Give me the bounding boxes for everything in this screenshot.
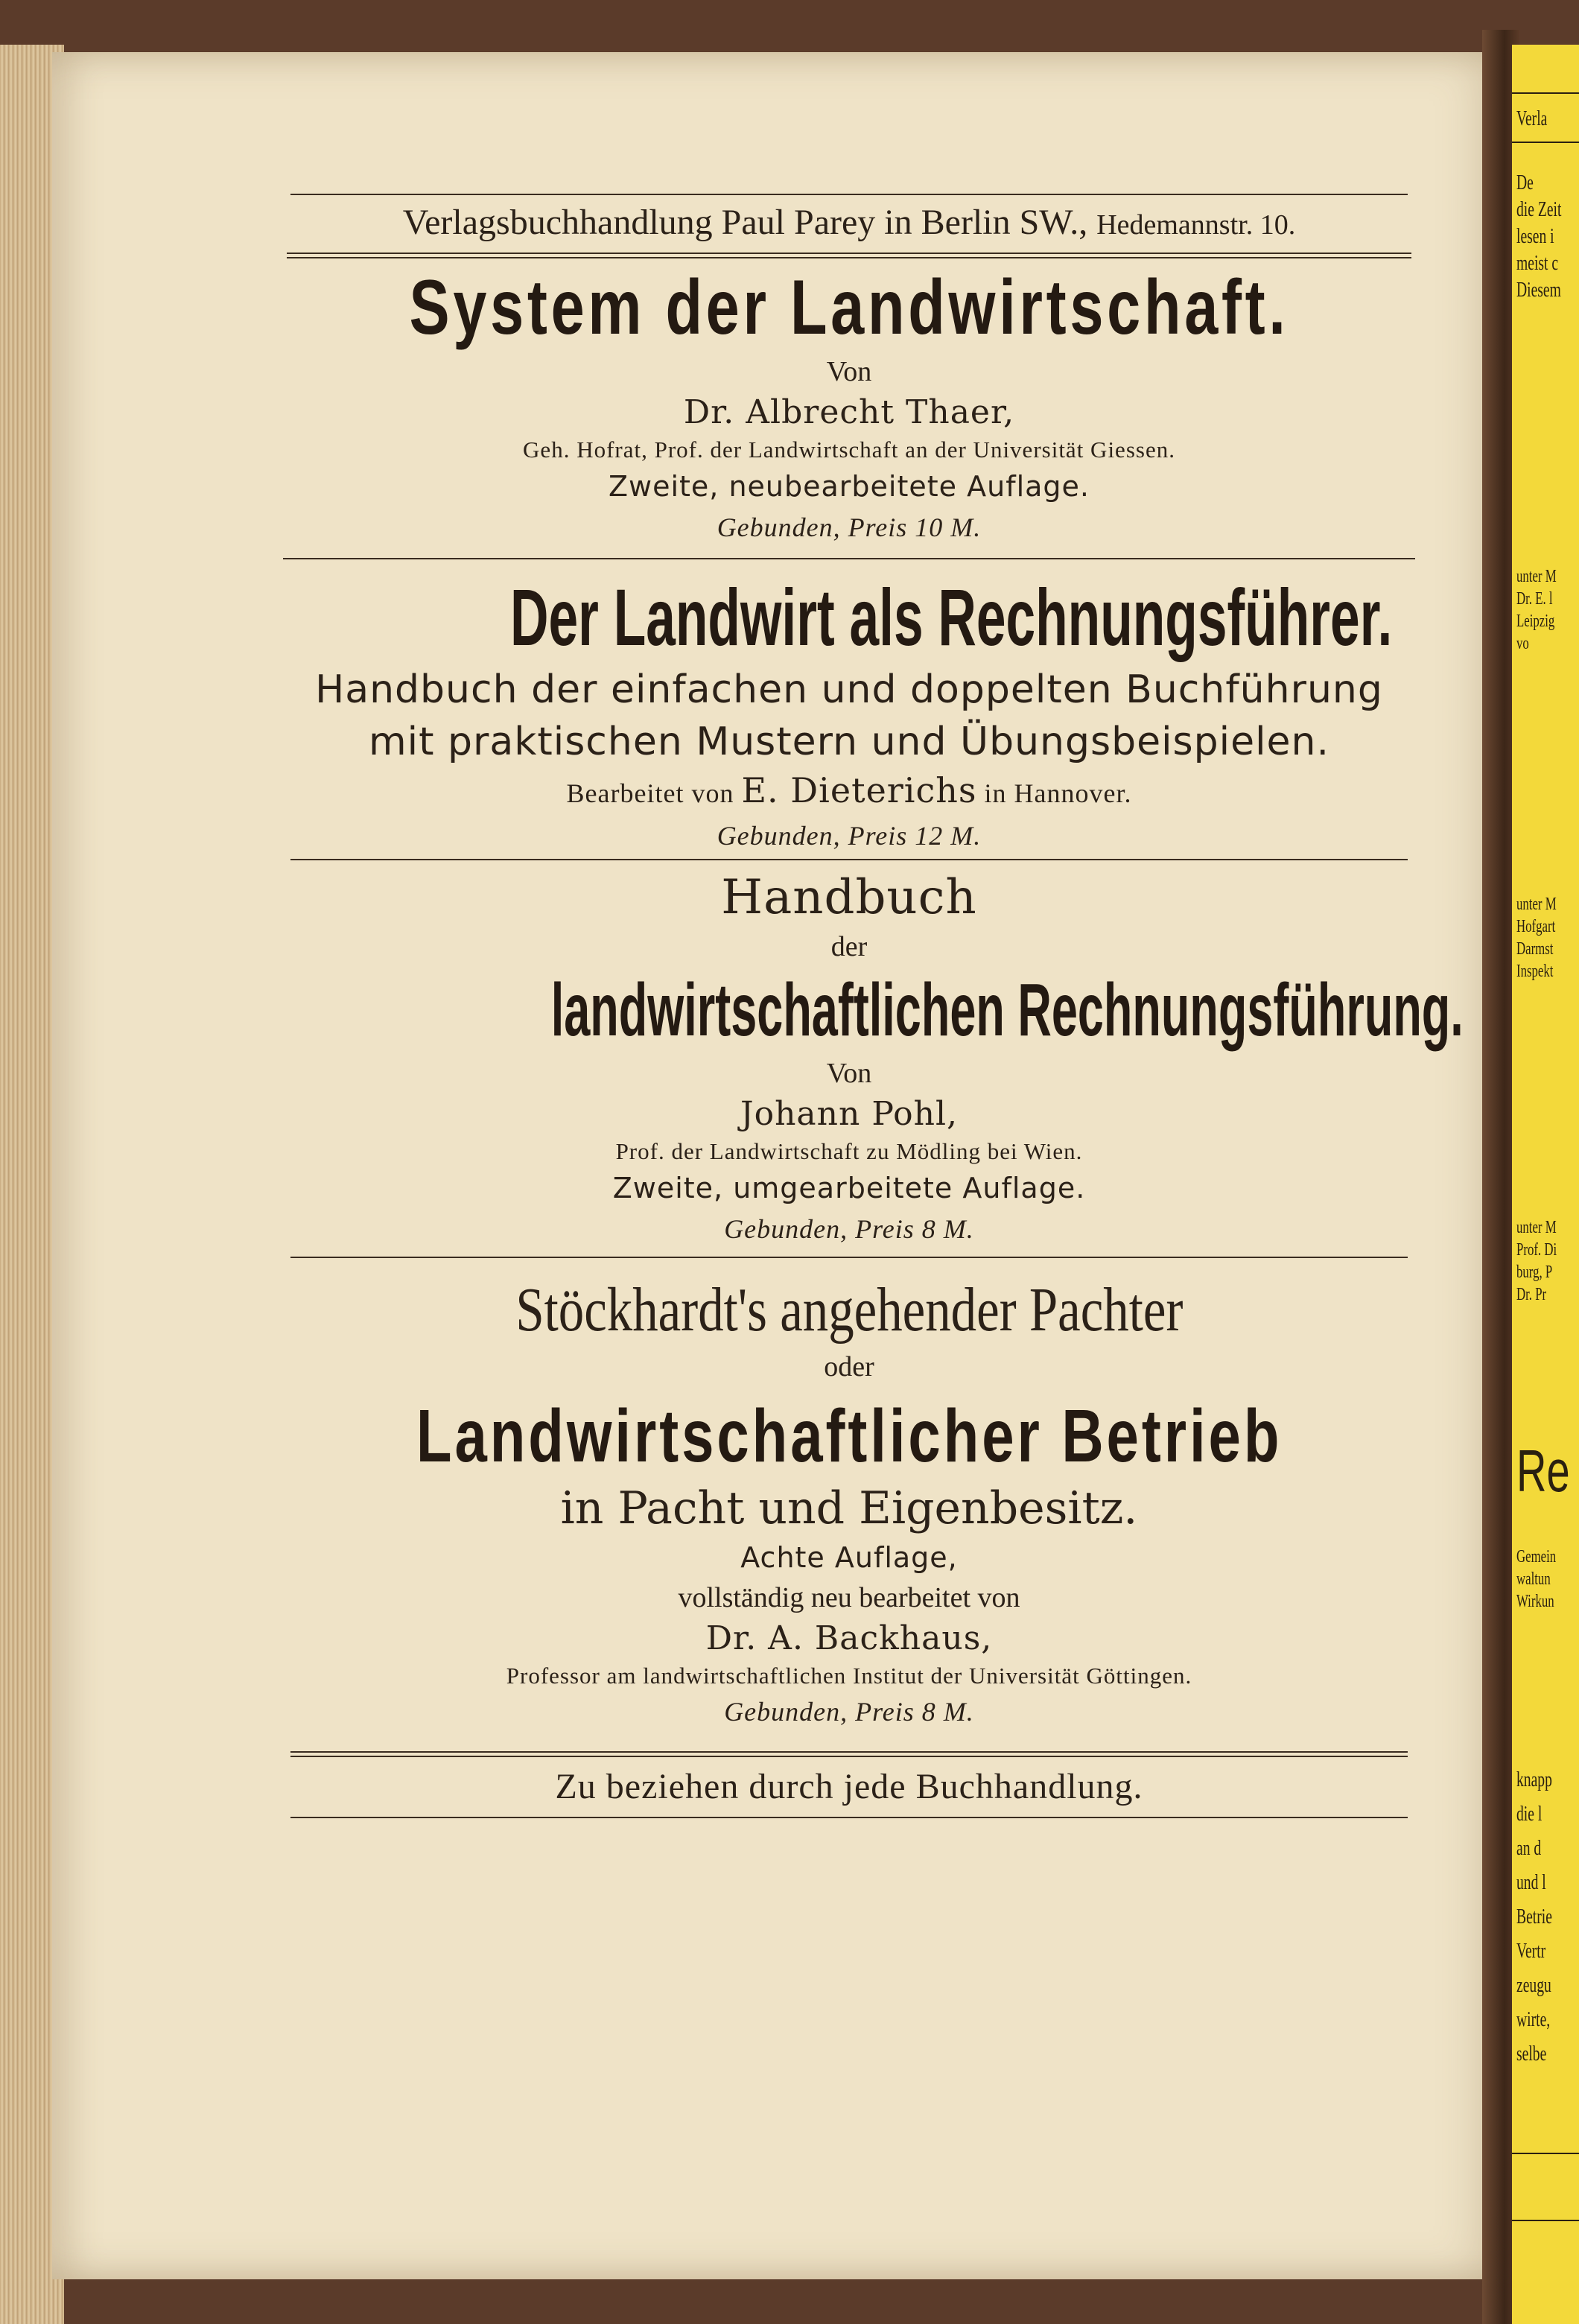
adjacent-text: Betrie [1516, 1905, 1552, 1928]
publisher-name: Verlagsbuchhandlung Paul Parey in Berlin SW., [402, 203, 1088, 242]
advertisement-page [283, 194, 1464, 1818]
book4-title-line2: Landwirtschaftlicher Betrieb [416, 1394, 1283, 1478]
adjacent-text: knapp [1516, 1768, 1552, 1791]
adjacent-text: die l [1516, 1803, 1543, 1826]
book2-subtitle-line1: Handbuch der einfachen und doppelten Buchführung [315, 667, 1383, 712]
adjacent-text: Dr. Pr [1516, 1285, 1547, 1304]
adjacent-text: meist c [1516, 252, 1559, 275]
publisher-header [283, 195, 1415, 253]
adjacent-text: lesen i [1516, 225, 1554, 248]
book2-subtitle-line2: mit praktischen Mustern und Übungsbeispielen. [368, 720, 1330, 764]
footer-text: Zu beziehen durch jede Buchhandlung. [555, 1767, 1143, 1806]
book4-title-line1: Stöckhardt's angehender Pachter [515, 1275, 1184, 1344]
book2-title: Der Landwirt als Rechnungsführer. [510, 572, 1393, 662]
adjacent-text: wirte, [1516, 2008, 1551, 2031]
adjacent-text: Leipzig [1516, 612, 1555, 631]
book3-von: Von [826, 1058, 872, 1089]
adjacent-text: waltun [1516, 1569, 1551, 1589]
adjacent-text: und l [1516, 1871, 1546, 1894]
book4-oder: oder [824, 1351, 874, 1382]
adjacent-text: selbe [1516, 2042, 1547, 2066]
book4-price: Gebunden, Preis 8 M. [724, 1697, 974, 1727]
book4-affiliation: Professor am landwirtschaftlichen Institut der Universität Göttingen. [506, 1663, 1192, 1689]
adjacent-text: Hofgart [1516, 917, 1556, 936]
book2-byline [283, 768, 1415, 816]
adjacent-text: Prof. Di [1516, 1240, 1557, 1260]
book2-price: Gebunden, Preis 12 M. [717, 821, 982, 851]
book1-title: System der Landwirtschaft. [409, 264, 1289, 351]
book1-author: Dr. Albrecht Thaer, [683, 393, 1015, 431]
publisher-address: Hedemannstr. 10. [1096, 209, 1296, 241]
adjacent-text: an d [1516, 1837, 1542, 1860]
adjacent-page [1512, 45, 1579, 2324]
adjacent-text: zeugu [1516, 1974, 1551, 1997]
header-double-rule [287, 253, 1411, 258]
adjacent-text: Verla [1516, 107, 1548, 130]
adjacent-text: Darmst [1516, 939, 1554, 959]
book4-edition: Achte Auflage, [740, 1541, 958, 1574]
adjacent-text: die Zeit [1516, 198, 1562, 221]
adjacent-text: unter M [1516, 895, 1557, 914]
book1-affiliation: Geh. Hofrat, Prof. der Landwirtschaft an der Universität Giessen. [523, 436, 1175, 463]
book2-byline-post: in Hannover. [984, 778, 1132, 808]
book4-author: Dr. A. Backhaus, [705, 1619, 993, 1657]
book3-author: Johann Pohl, [740, 1095, 959, 1133]
adjacent-text: unter M [1516, 567, 1557, 586]
book3-title: landwirtschaftlichen Rechnungsführung. [550, 968, 1464, 1052]
book3-affiliation: Prof. der Landwirtschaft zu Mödling bei Wien. [615, 1138, 1083, 1164]
adjacent-text: Vertr [1516, 1940, 1546, 1963]
adjacent-rule [1512, 92, 1579, 94]
book3-handbuch: Handbuch [721, 870, 977, 925]
book4-revised: vollständig neu bearbeitet von [678, 1582, 1020, 1613]
adjacent-text: Dr. E. l [1516, 589, 1553, 609]
adjacent-rule [1512, 142, 1579, 143]
adjacent-text: De [1516, 171, 1534, 194]
adjacent-text: Inspekt [1516, 962, 1554, 981]
book2-byline-pre: Bearbeitet von [566, 778, 734, 808]
adjacent-text: Diesem [1516, 279, 1561, 302]
book3-der: der [830, 931, 868, 962]
book3-edition: Zweite, umgearbeitete Auflage. [612, 1172, 1086, 1204]
adjacent-text: Wirkun [1516, 1592, 1554, 1611]
book1-price: Gebunden, Preis 10 M. [717, 512, 982, 542]
book2-author: E. Dieterichs [741, 770, 977, 810]
book4-title-line3: in Pacht und Eigenbesitz. [560, 1482, 1138, 1534]
bottom-rule [290, 1817, 1408, 1818]
book3-price: Gebunden, Preis 8 M. [724, 1214, 974, 1244]
adjacent-text: unter M [1516, 1218, 1557, 1237]
adjacent-text: Re [1516, 1438, 1570, 1504]
book1-edition: Zweite, neubearbeitete Auflage. [608, 470, 1090, 503]
adjacent-rule [1512, 2220, 1579, 2221]
adjacent-text: burg, P [1516, 1263, 1553, 1282]
book1-von: Von [826, 356, 872, 387]
adjacent-rule [1512, 2153, 1579, 2154]
footer-double-rule [290, 1751, 1408, 1757]
adjacent-text: vo [1516, 634, 1529, 653]
adjacent-text: Gemein [1516, 1547, 1557, 1566]
